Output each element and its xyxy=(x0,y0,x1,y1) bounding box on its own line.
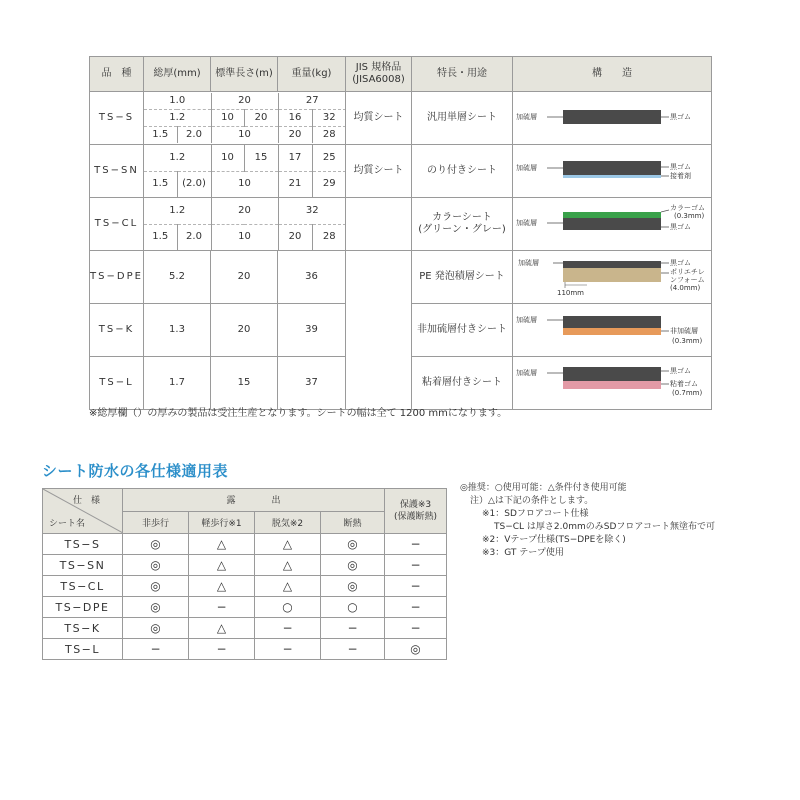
legend-line: TS−CL は厚さ2.0mmのみSDフロアコート無塗布で可 xyxy=(494,522,715,532)
table-row xyxy=(43,639,447,660)
label-vulcanized-layer: 加硫層 xyxy=(516,369,537,377)
thickness-value: 1.5 xyxy=(144,171,177,197)
header-weight: 重量(kg) xyxy=(278,57,346,92)
table-row xyxy=(43,534,447,555)
weight-value: 21 xyxy=(278,171,312,197)
thickness-value: 1.2 xyxy=(144,110,211,127)
label-dimension: 110mm xyxy=(557,289,584,297)
suitability-cell: ○ xyxy=(255,597,321,618)
jis-value-empty xyxy=(346,251,412,410)
length-value: 15 xyxy=(244,145,278,171)
suitability-cell: − xyxy=(123,639,189,660)
weight-value: 20 xyxy=(278,224,312,250)
sheet-name: TS−L xyxy=(43,639,123,660)
thickness-value: 1.5 xyxy=(144,224,177,250)
structure-diagram xyxy=(513,251,712,304)
product-name: TS−DPE xyxy=(90,251,144,304)
table-row xyxy=(90,251,712,304)
table-footnote: ※総厚欄（）の厚みの製品は受注生産となります。シートの幅は全て 1200 mmになります。 xyxy=(89,408,508,419)
weight-value: 16 xyxy=(278,110,312,127)
group-protection-line2: (保護断熱) xyxy=(394,512,438,522)
spec-cells xyxy=(144,145,346,198)
weight-value: 32 xyxy=(278,198,346,224)
feature-line1: カラーシート xyxy=(432,212,492,223)
suitability-cell: − xyxy=(321,639,385,660)
group-protection-line1: 保護※3 xyxy=(399,500,432,510)
product-name: TS−K xyxy=(90,304,144,357)
suitability-cell: ◎ xyxy=(123,555,189,576)
length-value: 20 xyxy=(211,251,278,304)
suitability-cell: △ xyxy=(255,534,321,555)
suitability-cell: △ xyxy=(189,618,255,639)
table-row xyxy=(90,198,712,251)
label-black-rubber: 黒ゴム xyxy=(670,113,691,121)
weight-value: 32 xyxy=(312,110,346,127)
sheet-name: TS−S xyxy=(43,534,123,555)
header-feature: 特長・用途 xyxy=(412,57,513,92)
label-pe-foam-2: ンフォーム xyxy=(670,276,705,284)
header-jis-line2: (JISA6008) xyxy=(352,74,405,85)
suitability-cell: ◎ xyxy=(123,597,189,618)
col-insulation: 断熱 xyxy=(321,511,385,534)
col-degassing: 脱気※2 xyxy=(255,511,321,534)
suitability-cell: △ xyxy=(255,576,321,597)
feature-value: 汎用単層シート xyxy=(412,92,513,145)
header-thickness: 総厚(mm) xyxy=(144,57,211,92)
feature-line2: (グリーン・グレー) xyxy=(418,224,506,235)
suitability-cell: − xyxy=(255,639,321,660)
weight-value: 27 xyxy=(278,93,346,110)
weight-value: 39 xyxy=(278,304,346,357)
header-row xyxy=(90,57,712,92)
table-row xyxy=(90,92,712,145)
black-rubber-layer xyxy=(563,110,661,124)
product-spec-table xyxy=(89,56,712,410)
legend-line: ※1：SDフロアコート仕様 xyxy=(482,509,589,519)
header-product: 品 種 xyxy=(90,57,144,92)
weight-value: 37 xyxy=(278,357,346,410)
suitability-cell: ◎ xyxy=(321,576,385,597)
spec-application-table xyxy=(42,488,447,660)
sheet-name: TS−DPE xyxy=(43,597,123,618)
legend-line: ※2：Vテープ仕様(TS−DPEを除く) xyxy=(482,535,626,545)
product-name: TS−SN xyxy=(90,145,144,198)
suitability-cell: ◎ xyxy=(321,555,385,576)
suitability-cell: △ xyxy=(189,555,255,576)
suitability-cell: − xyxy=(385,534,447,555)
table-row xyxy=(43,618,447,639)
length-value: 10 xyxy=(211,171,278,197)
label-color-rubber: カラーゴム xyxy=(670,204,705,212)
suitability-cell: − xyxy=(189,597,255,618)
suitability-cell: − xyxy=(385,597,447,618)
length-value: 10 xyxy=(211,110,244,127)
label-adhesive-thickness: (0.7mm) xyxy=(672,389,703,397)
group-exposed: 露 出 xyxy=(123,489,385,512)
thickness-value: 1.5 xyxy=(144,127,177,144)
suitability-cell: − xyxy=(321,618,385,639)
header-structure: 構 造 xyxy=(513,57,712,92)
label-non-vulcanized: 非加硫層 xyxy=(670,327,698,335)
feature-value: PE 発泡積層シート xyxy=(412,251,513,304)
weight-value: 36 xyxy=(278,251,346,304)
legend-line: ◎推奨：○使用可能：△条件付き使用可能 xyxy=(460,483,627,493)
thickness-value: 2.0 xyxy=(177,224,211,250)
label-vulcanized-layer: 加硫層 xyxy=(516,113,537,121)
corner-sheet-label: シート名 xyxy=(49,519,86,529)
label-adhesive-rubber: 粘着ゴム xyxy=(670,380,698,388)
jis-value: 均質シート xyxy=(346,145,412,198)
structure-diagram xyxy=(513,145,712,198)
suitability-cell: − xyxy=(385,576,447,597)
corner-spec-label: 仕 様 xyxy=(72,496,100,506)
suitability-cell: ◎ xyxy=(385,639,447,660)
legend xyxy=(460,482,715,560)
length-value: 20 xyxy=(211,93,278,110)
structure-diagram xyxy=(513,92,712,145)
suitability-cell: △ xyxy=(189,576,255,597)
product-name: TS−L xyxy=(90,357,144,410)
label-pe-foam-1: ポリエチレ xyxy=(670,268,705,276)
weight-value: 25 xyxy=(312,145,346,171)
weight-value: 17 xyxy=(278,145,312,171)
weight-value: 28 xyxy=(312,224,346,250)
structure-diagram xyxy=(513,357,712,410)
label-adhesive: 接着剤 xyxy=(670,172,691,180)
table-row xyxy=(43,555,447,576)
label-color-rubber-thickness: (0.3mm) xyxy=(674,212,705,220)
thickness-value: 1.2 xyxy=(169,204,186,216)
length-value: 15 xyxy=(211,357,278,410)
jis-value-empty xyxy=(346,198,412,251)
product-name: TS−CL xyxy=(90,198,144,251)
header-jis-line1: JIS 規格品 xyxy=(355,62,402,73)
legend-line: ※3：GT テープ使用 xyxy=(482,548,564,558)
label-black-rubber: 黒ゴム xyxy=(670,367,691,375)
weight-value: 20 xyxy=(278,127,312,144)
suitability-cell: − xyxy=(385,618,447,639)
label-vulcanized-layer: 加硫層 xyxy=(518,259,539,267)
col-light-walking: 軽歩行※1 xyxy=(189,511,255,534)
layer-diagram xyxy=(513,145,712,197)
table-row xyxy=(43,576,447,597)
spec-cells xyxy=(144,92,346,145)
length-value: 10 xyxy=(211,224,278,250)
spec-cells xyxy=(144,198,346,251)
suitability-cell: − xyxy=(385,555,447,576)
length-value: 10 xyxy=(211,127,278,144)
label-vulcanized-layer: 加硫層 xyxy=(516,219,537,227)
header-jis xyxy=(346,57,412,92)
weight-value: 28 xyxy=(312,127,346,144)
jis-value: 均質シート xyxy=(346,92,412,145)
label-pe-foam-thickness: (4.0mm) xyxy=(670,284,701,292)
thickness-value: 1.3 xyxy=(144,304,211,357)
feature-value: 非加硫層付きシート xyxy=(412,304,513,357)
legend-line: 注）△は下記の条件とします。 xyxy=(470,496,594,506)
length-value: 20 xyxy=(244,110,278,127)
table-row xyxy=(43,597,447,618)
label-vulcanized-layer: 加硫層 xyxy=(516,316,537,324)
label-vulcanized-layer: 加硫層 xyxy=(516,164,537,172)
structure-diagram xyxy=(513,304,712,357)
section-title: シート防水の各仕様適用表 xyxy=(42,462,229,480)
thickness-value: 1.7 xyxy=(144,357,211,410)
feature-value: 粘着層付きシート xyxy=(412,357,513,410)
table-row xyxy=(90,145,712,198)
thickness-value: 2.0 xyxy=(177,127,211,144)
label-black-rubber: 黒ゴム xyxy=(670,223,691,231)
suitability-cell: ◎ xyxy=(123,618,189,639)
length-value: 10 xyxy=(211,145,244,171)
length-value: 20 xyxy=(211,198,278,224)
feature-value xyxy=(412,198,513,251)
suitability-cell: ◎ xyxy=(321,534,385,555)
thickness-value: (2.0) xyxy=(177,171,211,197)
sheet-name: TS−K xyxy=(43,618,123,639)
structure-diagram xyxy=(513,198,712,251)
thickness-value: 5.2 xyxy=(144,251,211,304)
col-non-walking: 非歩行 xyxy=(123,511,189,534)
label-black-rubber: 黒ゴム xyxy=(670,259,691,267)
suitability-cell: − xyxy=(189,639,255,660)
product-name: TS−S xyxy=(90,92,144,145)
feature-value: のり付きシート xyxy=(412,145,513,198)
thickness-value: 1.0 xyxy=(169,95,186,106)
suitability-cell: ◎ xyxy=(123,534,189,555)
sheet-name: TS−SN xyxy=(43,555,123,576)
header-length: 標準長さ(m) xyxy=(211,57,278,92)
suitability-cell: − xyxy=(255,618,321,639)
corner-header xyxy=(43,489,123,534)
thickness-value: 1.2 xyxy=(169,151,186,163)
label-non-vulcanized-thickness: (0.3mm) xyxy=(672,337,703,345)
group-protection xyxy=(385,489,447,534)
length-value: 20 xyxy=(211,304,278,357)
suitability-cell: △ xyxy=(255,555,321,576)
sheet-name: TS−CL xyxy=(43,576,123,597)
label-black-rubber: 黒ゴム xyxy=(670,163,691,171)
suitability-cell: △ xyxy=(189,534,255,555)
weight-value: 29 xyxy=(312,171,346,197)
suitability-cell: ◎ xyxy=(123,576,189,597)
suitability-cell: ○ xyxy=(321,597,385,618)
